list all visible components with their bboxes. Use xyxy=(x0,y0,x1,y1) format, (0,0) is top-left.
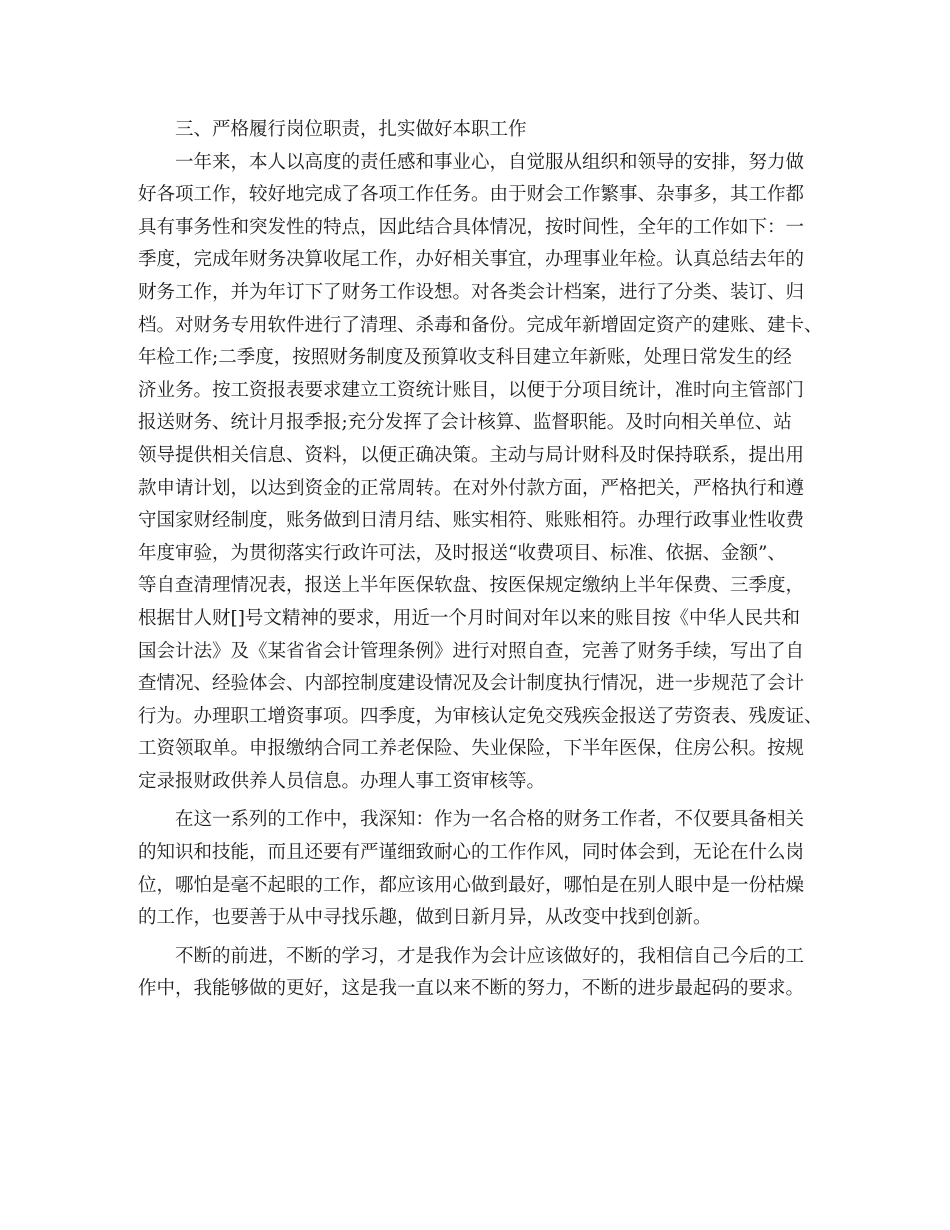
paragraph-line: 报送财务、统计月报季报;充分发挥了会计核算、监督职能。及时向相关单位、站 xyxy=(138,412,792,434)
paragraph-line: 守国家财经制度，账务做到日清月结、账实相符、账账相符。办理行政事业性收费 xyxy=(138,510,805,532)
paragraph-line: 工资领取单。申报缴纳合同工养老保险、失业保险，下半年医保，住房公积。按规 xyxy=(138,738,805,760)
paragraph-line: 位，哪怕是毫不起眼的工作，都应该用心做到最好，哪怕是在别人眼中是一份枯燥 xyxy=(138,874,805,896)
paragraph-line: 作中，我能够做的更好，这是我一直以来不断的努力，不断的进步最起码的要求。 xyxy=(138,978,805,1000)
paragraph-line: 具有事务性和突发性的特点，因此结合具体情况，按时间性，全年的工作如下：一 xyxy=(138,216,805,238)
paragraph-line: 等自查清理情况表，报送上半年医保软盘、按医保规定缴纳上半年保费、三季度， xyxy=(138,575,805,597)
paragraph-line: 济业务。按工资报表要求建立工资统计账目，以便于分项目统计，准时向主管部门 xyxy=(138,379,805,401)
paragraph-line: 行为。办理职工增资事项。四季度，为审核认定免交残疾金报送了劳资表、残废证、 xyxy=(138,705,823,727)
paragraph-line: 的知识和技能，而且还要有严谨细致耐心的工作作风，同时体会到，无论在什么岗 xyxy=(138,842,805,864)
paragraph-line: 款申请计划，以达到资金的正常周转。在对外付款方面，严格把关，严格执行和遵 xyxy=(138,477,805,499)
paragraph-line: 年度审验，为贯彻落实行政许可法，及时报送“收费项目、标准、依据、金额”、 xyxy=(138,542,786,564)
paragraph-line: 国会计法》及《某省省会计管理条例》进行对照自查，完善了财务手续，写出了自 xyxy=(138,640,805,662)
paragraph-3 xyxy=(138,941,818,1006)
paragraph-line: 财务工作，并为年订下了财务工作设想。对各类会计档案，进行了分类、装订、归 xyxy=(138,281,805,303)
paragraph-line: 根据甘人财[]号文精神的要求，用近一个月时间对年以来的账目按《中华人民共和 xyxy=(138,607,800,629)
paragraph-1 xyxy=(138,147,823,799)
paragraph-line: 在这一系列的工作中，我深知：作为一名合格的财务工作者，不仅要具备相关 xyxy=(175,809,805,831)
paragraph-2 xyxy=(138,804,818,934)
paragraph-line: 的工作，也要善于从中寻找乐趣，做到日新月异，从改变中找到创新。 xyxy=(138,907,712,929)
paragraph-line: 季度，完成年财务决算收尾工作，办好相关事宜，办理事业年检。认真总结去年的 xyxy=(138,249,805,271)
paragraph-line: 档。对财务专用软件进行了清理、杀毒和备份。完成年新增固定资产的建账、建卡、 xyxy=(138,314,823,336)
document-body xyxy=(138,114,823,1006)
paragraph-line: 年检工作;二季度，按照财务制度及预算收支科目建立年新账，处理日常发生的经 xyxy=(138,347,792,369)
paragraph-line: 查情况、经验体会、内部控制度建设情况及会计制度执行情况，进一步规范了会计 xyxy=(138,673,805,695)
paragraph-line: 不断的前进，不断的学习，才是我作为会计应该做好的，我相信自己今后的工 xyxy=(175,945,805,967)
paragraph-line: 领导提供相关信息、资料，以便正确决策。主动与局计财科及时保持联系，提出用 xyxy=(138,444,805,466)
section-heading: 三、严格履行岗位职责，扎实做好本职工作 xyxy=(175,119,527,140)
paragraph-line: 一年来，本人以高度的责任感和事业心，自觉服从组织和领导的安排，努力做 xyxy=(175,151,805,173)
paragraph-line: 定录报财政供养人员信息。办理人事工资审核等。 xyxy=(138,770,546,792)
paragraph-line: 好各项工作，较好地完成了各项工作任务。由于财会工作繁事、杂事多，其工作都 xyxy=(138,184,805,206)
